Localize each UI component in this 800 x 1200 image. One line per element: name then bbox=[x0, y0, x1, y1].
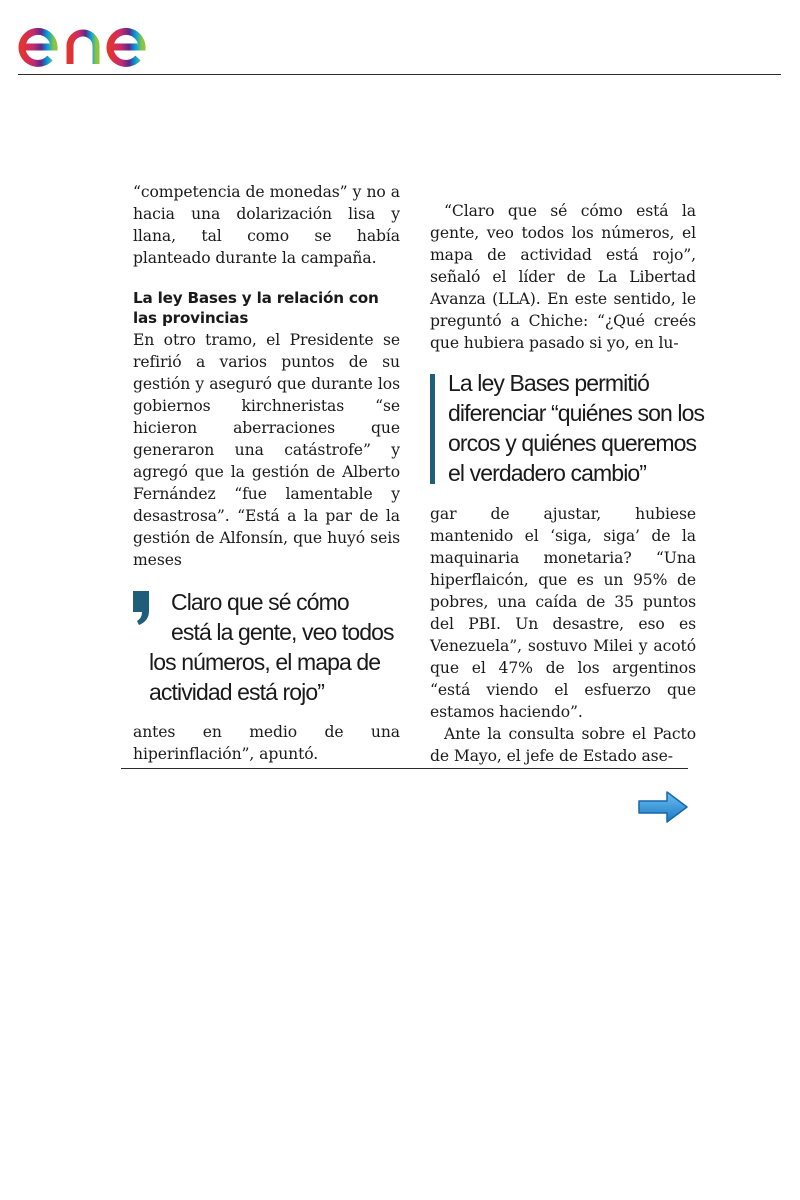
arrow-right-icon[interactable] bbox=[637, 790, 689, 824]
pull-quote-right-line-1: La ley Bases permitió bbox=[448, 370, 649, 396]
pull-quote-right bbox=[430, 368, 708, 488]
article-right-column bbox=[430, 200, 705, 767]
pull-quote-left-line-2: está la gente, veo todos bbox=[171, 619, 394, 645]
left-paragraph-3: antes en medio de una hiperinflación”, apuntó. bbox=[133, 723, 400, 763]
header-rule bbox=[18, 74, 781, 75]
enel-logo bbox=[14, 6, 194, 70]
pull-quote-left-line-1: Claro que sé cómo bbox=[171, 589, 349, 615]
pull-quote-right-line-3: orcos y quiénes queremos bbox=[448, 430, 697, 456]
pull-quote-left-line-4: actividad está rojo” bbox=[149, 679, 325, 705]
footer-rule bbox=[121, 768, 688, 769]
pull-quote-right-line-4: el verdadero cambio” bbox=[448, 460, 647, 486]
right-paragraph-2: gar de ajustar, hubiese mantenido el ‘siga, siga’ de la maquinaria monetaria? “Una hiperflaicón, que es un 95% de pobres, una caída de 35 puntos del PBI. Un desastre, eso es Venezuela”, sostuvo Milei y acotó que el 47% de los argentinos “está viendo el esfuerzo que estamos haciendo”. bbox=[430, 505, 696, 721]
right-paragraph-3: Ante la consulta sobre el Pacto de Mayo, el jefe de Estado ase- bbox=[430, 725, 696, 765]
pull-quote-left-line-3: los números, el mapa de bbox=[149, 649, 381, 675]
right-paragraph-1: “Claro que sé cómo está la gente, veo todos los números, el mapa de actividad está rojo”, señaló el líder de La Libertad Avanza (LLA). En este sentido, le preguntó a Chiche: “¿Qué creés que hubiera pasado si yo, en lu- bbox=[430, 202, 696, 352]
article-left-column bbox=[133, 181, 400, 765]
left-paragraph-2: En otro tramo, el Presidente se refirió a varios puntos de su gestión y aseguró que durante los gobiernos kirchneristas “se hicieron aberraciones que generaron una catástrofe” y agregó que la gestión de Alberto Fernández “fue lamentable y desastrosa”. “Está a la par de la gestión de Alfonsín, que huyó seis meses bbox=[133, 331, 400, 569]
left-paragraph-1: “competencia de monedas” y no a hacia una dolarización lisa y llana, tal como se había planteado durante la campaña. bbox=[133, 183, 400, 267]
pull-quote-left bbox=[133, 587, 407, 707]
quote-mark-icon bbox=[133, 591, 153, 625]
quote-bar bbox=[430, 374, 435, 484]
pull-quote-right-line-2: diferenciar “quiénes son los bbox=[448, 400, 705, 426]
section-subhead: La ley Bases y la relación con las provincias bbox=[133, 289, 379, 327]
